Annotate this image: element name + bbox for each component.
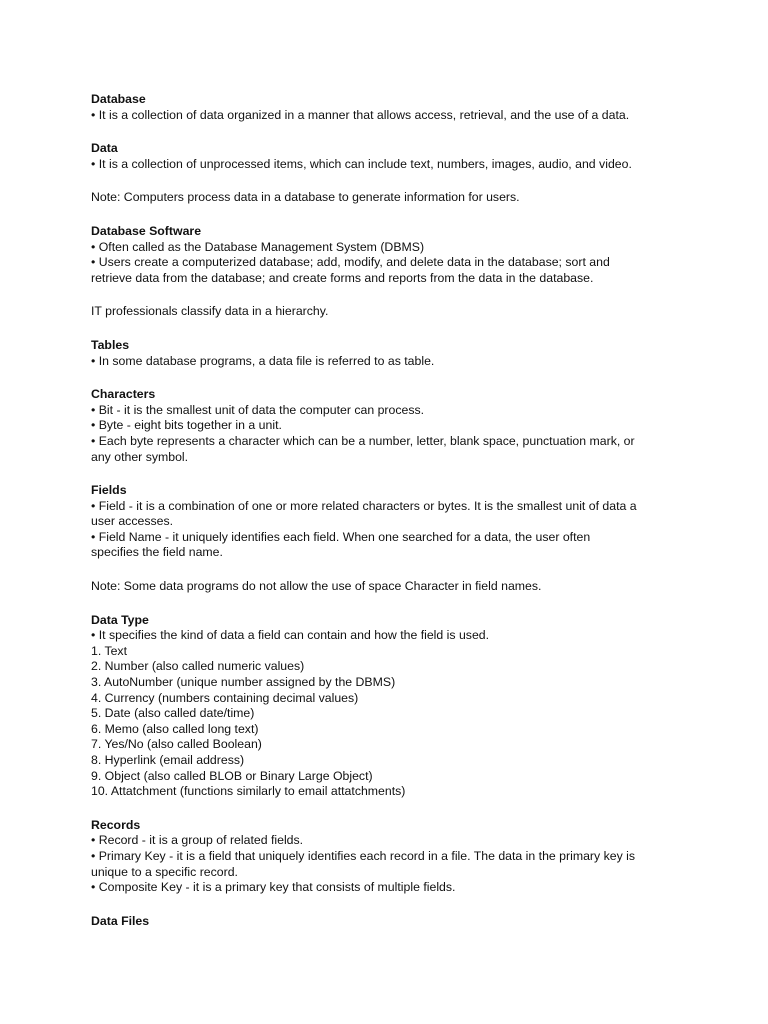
text-line: • It specifies the kind of data a field can contain and how the field is used. [91,628,490,643]
text-line: • Byte - eight bits together in a unit. [91,418,282,433]
section [91,818,691,896]
text-line: specifies the field name. [91,545,223,560]
section [91,613,691,800]
text-line: retrieve data from the database; and create forms and reports from the data in the database. [91,270,594,285]
section-heading: Records [91,817,141,832]
text-line: 8. Hyperlink (email address) [91,753,245,767]
text-line: • Users create a computerized database; add, modify, and delete data in the database; sort and [91,255,610,270]
section-heading: Data Files [91,913,150,928]
section [91,387,691,465]
text-line: 4. Currency (numbers containing decimal values) [91,690,359,705]
section-heading: Characters [91,387,156,402]
text-line: • Field - it is a combination of one or more related characters or bytes. It is the smallest unit of data a [91,498,637,513]
text-line: • In some database programs, a data file is referred to as table. [91,353,435,368]
text-line: • Often called as the Database Management System (DBMS) [91,239,425,254]
text-line: • It is a collection of data organized in a manner that allows access, retrieval, and the use of a data. [91,107,630,122]
section [91,338,691,369]
text-line: 7. Yes/No (also called Boolean) [91,737,262,752]
section [91,141,691,172]
text-line: any other symbol. [91,449,189,464]
text-line: 2. Number (also called numeric values) [91,659,305,674]
text-line: • Each byte represents a character which can be a number, letter, blank space, punctuation mark, or [91,433,635,448]
document-page [91,92,691,947]
section [91,224,691,286]
text-line: unique to a specific record. [91,864,238,879]
text-line: 5. Date (also called date/time) [91,706,255,721]
section [91,914,691,930]
section-heading: Database Software [91,223,202,238]
section [91,92,691,123]
section [91,483,691,561]
note-paragraph: IT professionals classify data in a hierarchy. [91,304,329,319]
text-line: • Record - it is a group of related fields. [91,833,304,848]
section-heading: Data Type [91,612,149,627]
note-paragraph: Note: Computers process data in a database to generate information for users. [91,190,520,205]
text-line: • It is a collection of unprocessed items, which can include text, numbers, images, audio, and video. [91,156,632,171]
text-line: 1. Text [91,643,128,658]
section-heading: Tables [91,337,130,352]
text-line: 6. Memo (also called long text) [91,721,259,736]
text-line: 3. AutoNumber (unique number assigned by the DBMS) [91,675,396,690]
text-line: 9. Object (also called BLOB or Binary Large Object) [91,768,373,783]
text-line: • Field Name - it uniquely identifies each field. When one searched for a data, the user often [91,529,591,544]
note-paragraph: Note: Some data programs do not allow the use of space Character in field names. [91,579,542,594]
text-line: • Primary Key - it is a field that uniquely identifies each record in a file. The data in the primary key is [91,848,636,863]
section-heading: Data [91,141,118,156]
text-line: • Composite Key - it is a primary key that consists of multiple fields. [91,880,456,895]
section-heading: Database [91,92,146,106]
text-line: user accesses. [91,514,174,529]
section-heading: Fields [91,483,127,498]
text-line: • Bit - it is the smallest unit of data the computer can process. [91,402,425,417]
text-line: 10. Attatchment (functions similarly to email attatchments) [91,784,406,799]
